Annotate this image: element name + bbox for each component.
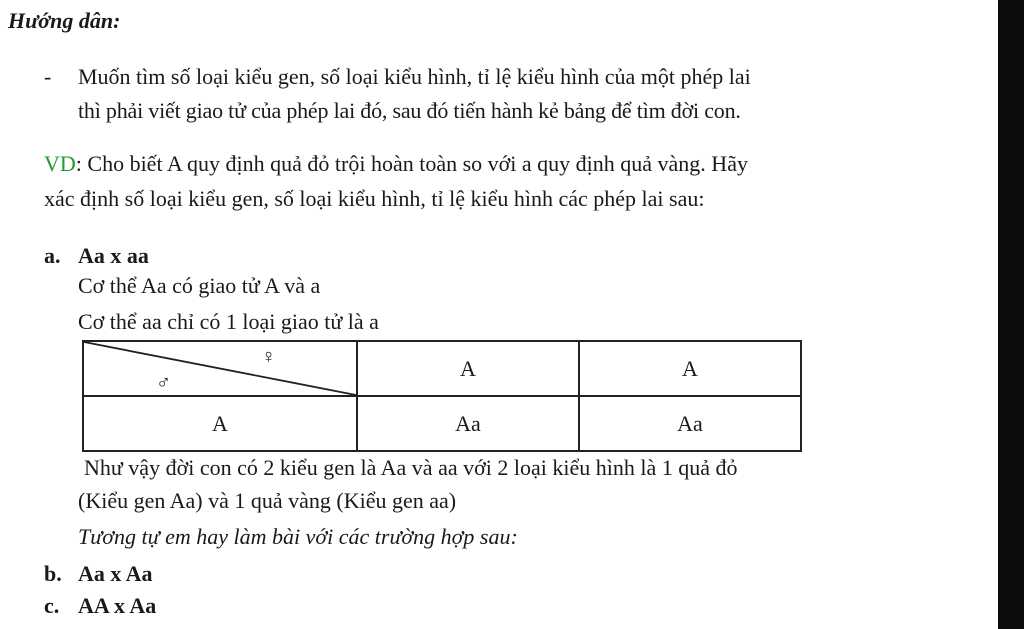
punnett-square	[82, 340, 802, 452]
intro-line-1: Muốn tìm số loại kiểu gen, số loại kiểu hình, tỉ lệ kiểu hình của một phép lai	[78, 64, 751, 89]
result-line-1: Như vậy đời con có 2 kiểu gen là Aa và aa với 2 loại kiểu hình là 1 quả đỏ	[84, 455, 738, 480]
case-c-title	[44, 592, 156, 620]
case-c-label: c.	[44, 593, 60, 618]
punnett-row	[83, 396, 801, 451]
punnett-row-header: A	[83, 396, 357, 451]
case-b-label: b.	[44, 561, 62, 586]
punnett-col-header: A	[579, 341, 801, 396]
heading: Hướng dân:	[8, 8, 121, 33]
example-label: VD	[44, 151, 76, 176]
male-symbol-icon: ♂	[156, 372, 171, 394]
punnett-col-header: A	[357, 341, 579, 396]
punnett-corner-cell	[83, 341, 357, 396]
result-line-2: (Kiểu gen Aa) và 1 quả vàng (Kiểu gen aa)	[78, 488, 457, 513]
case-c-cross: AA x Aa	[78, 593, 157, 618]
case-b-cross: Aa x Aa	[78, 561, 153, 586]
intro-line-2: thì phải viết giao tử của phép lai đó, sau đó tiến hành kẻ bảng để tìm đời con.	[78, 98, 741, 123]
diagonal-line	[84, 342, 356, 395]
punnett-cell: Aa	[357, 396, 579, 451]
example-line-1	[44, 150, 748, 178]
similar-instruction: Tương tự em hay làm bài với các trường hợp sau:	[78, 524, 518, 549]
punnett-cell: Aa	[579, 396, 801, 451]
case-a-label: a.	[44, 243, 61, 268]
case-a-title	[44, 242, 149, 270]
case-a-line-1: Cơ thể Aa có giao tử A và a	[78, 273, 321, 298]
example-line-1-text: : Cho biết A quy định quả đỏ trội hoàn toàn so với a quy định quả vàng. Hãy	[75, 151, 748, 176]
example-line-2: xác định số loại kiểu gen, số loại kiểu hình, tỉ lệ kiểu hình các phép lai sau:	[44, 186, 705, 211]
case-a-line-2: Cơ thể aa chỉ có 1 loại giao tử là a	[78, 309, 379, 334]
window-edge-bar	[998, 0, 1024, 629]
case-a-cross: Aa x aa	[78, 243, 149, 268]
female-symbol-icon: ♀	[261, 346, 276, 368]
bullet-dash: -	[44, 64, 52, 89]
punnett-header-row	[83, 341, 801, 396]
case-b-title	[44, 560, 153, 588]
